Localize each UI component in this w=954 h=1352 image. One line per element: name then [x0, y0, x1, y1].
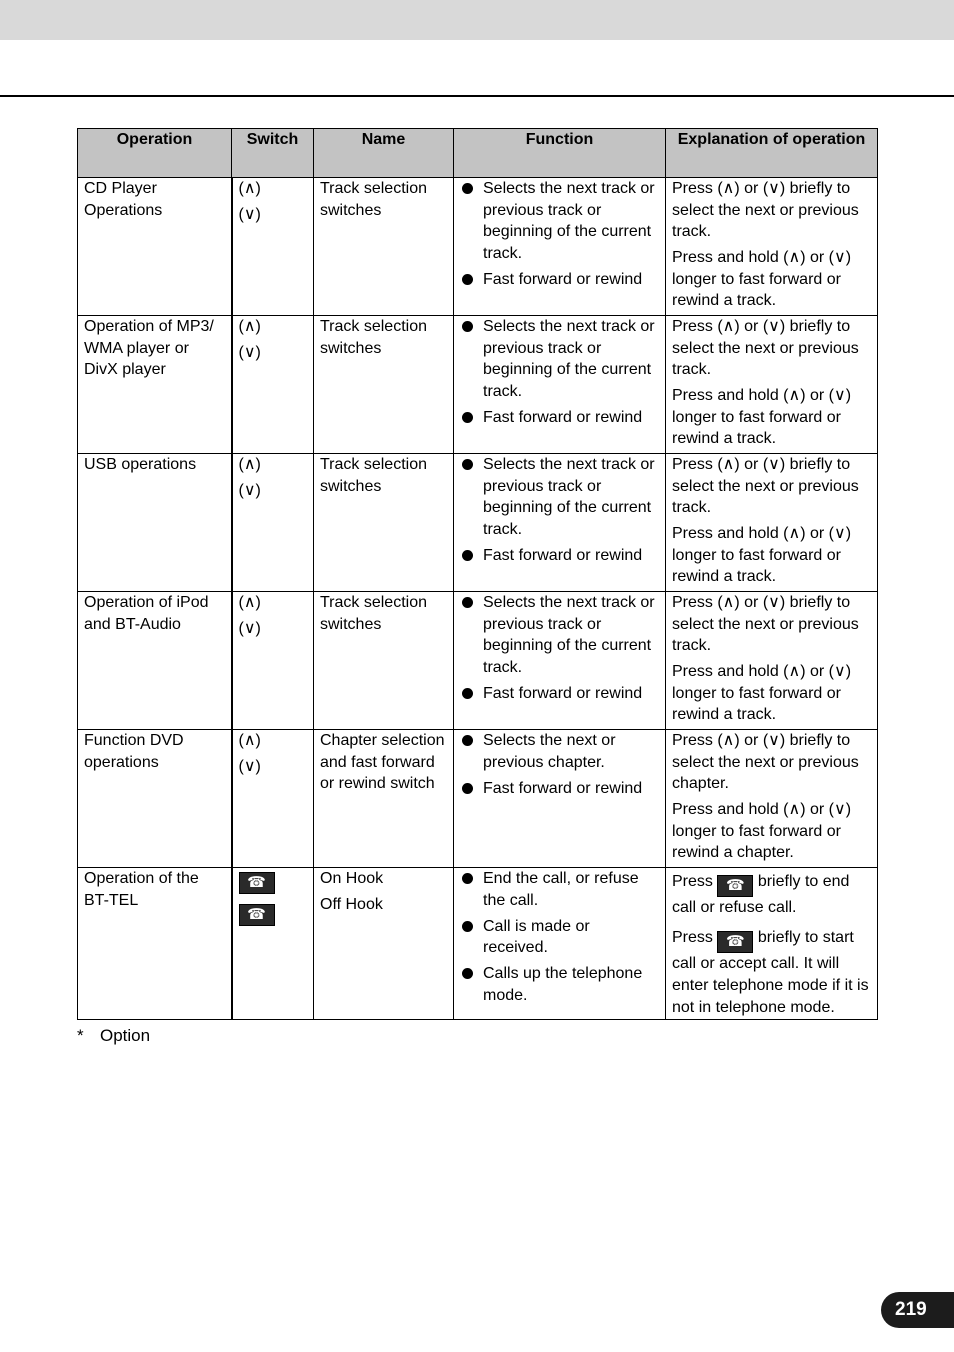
function-cell: [454, 316, 666, 454]
function-cell: [454, 454, 666, 592]
explanation-cell: [666, 730, 878, 868]
table-row: [78, 316, 878, 454]
operation-cell: Function DVD operations: [78, 730, 232, 868]
function-item: Selects the next track or previous track or beginning of the current track.: [460, 178, 659, 264]
switch-cell: [232, 868, 314, 1020]
name-cell: Track selection switches: [314, 454, 454, 592]
function-item: Selects the next track or previous track or beginning of the current track.: [460, 316, 659, 402]
explanation-text: Press (∧) or (∨) briefly to select the next or previous track.: [672, 456, 859, 516]
table-row: [78, 730, 878, 868]
explanation-text: Press (∧) or (∨) briefly to select the next or previous chapter.: [672, 732, 859, 792]
header-rule: [0, 95, 954, 97]
name-cell: Track selection switches: [314, 178, 454, 316]
explanation-text: Press and hold (∧) or (∨) longer to fast forward or rewind a track.: [672, 387, 852, 447]
down-switch-icon: (∨): [238, 344, 261, 361]
header-function: Function: [454, 129, 666, 178]
switch-cell: [232, 730, 314, 868]
function-item: Fast forward or rewind: [460, 407, 659, 429]
function-item: End the call, or refuse the call.: [460, 868, 659, 911]
off-hook-phone-icon: ☎: [717, 931, 753, 953]
table-row: [78, 868, 878, 1020]
explanation-text: [672, 927, 871, 1019]
name-off-hook: Off Hook: [320, 896, 383, 913]
explanation-text: Press and hold (∧) or (∨) longer to fast forward or rewind a chapter.: [672, 801, 852, 861]
function-cell: [454, 178, 666, 316]
operations-table: [77, 128, 878, 1020]
function-cell: [454, 592, 666, 730]
explanation-cell: [666, 454, 878, 592]
up-switch-icon: (∧): [238, 456, 261, 473]
function-item: Selects the next track or previous track or beginning of the current track.: [460, 454, 659, 540]
explanation-press: Press: [672, 929, 713, 946]
table-row: [78, 178, 878, 316]
function-item: Fast forward or rewind: [460, 269, 659, 291]
function-item: Selects the next track or previous track or beginning of the current track.: [460, 592, 659, 678]
footnote-mark: *: [77, 1026, 84, 1045]
up-switch-icon: (∧): [238, 594, 261, 611]
name-cell: Track selection switches: [314, 316, 454, 454]
explanation-press: Press: [672, 873, 713, 890]
switch-cell: [232, 454, 314, 592]
explanation-cell: [666, 592, 878, 730]
explanation-cell: [666, 178, 878, 316]
on-hook-phone-icon: ☎: [239, 872, 275, 894]
down-switch-icon: (∨): [238, 620, 261, 637]
explanation-cell: [666, 316, 878, 454]
table-header-row: [78, 129, 878, 178]
name-cell: [314, 868, 454, 1020]
function-item: Selects the next or previous chapter.: [460, 730, 659, 773]
footnote-text: Option: [100, 1026, 151, 1045]
explanation-text: Press and hold (∧) or (∨) longer to fast forward or rewind a track.: [672, 663, 852, 723]
up-switch-icon: (∧): [238, 180, 261, 197]
footnote: [77, 1025, 150, 1047]
operation-cell: CD Player Operations: [78, 178, 232, 316]
operation-cell: Operation of the BT-TEL: [78, 868, 232, 1020]
operation-cell: USB operations: [78, 454, 232, 592]
name-on-hook: On Hook: [320, 870, 384, 887]
switch-cell: [232, 592, 314, 730]
function-item: Fast forward or rewind: [460, 683, 659, 705]
explanation-rest: briefly to start call or accept call. It will enter telephone mode if it is not in telephone mode.: [672, 929, 869, 1016]
explanation-rest: briefly to end call or refuse call.: [672, 873, 850, 916]
explanation-cell: [666, 868, 878, 1020]
function-item: Fast forward or rewind: [460, 545, 659, 567]
down-switch-icon: (∨): [238, 758, 261, 775]
operation-cell: Operation of iPod and BT-Audio: [78, 592, 232, 730]
explanation-text: [672, 871, 871, 919]
function-item: Fast forward or rewind: [460, 778, 659, 800]
header-operation: Operation: [78, 129, 232, 178]
function-item: Calls up the telephone mode.: [460, 963, 659, 1006]
header-name: Name: [314, 129, 454, 178]
switch-cell: [232, 316, 314, 454]
explanation-text: Press (∧) or (∨) briefly to select the next or previous track.: [672, 594, 859, 654]
explanation-text: Press (∧) or (∨) briefly to select the next or previous track.: [672, 318, 859, 378]
down-switch-icon: (∨): [238, 482, 261, 499]
off-hook-phone-icon: ☎: [239, 904, 275, 926]
switch-cell: [232, 178, 314, 316]
table-row: [78, 454, 878, 592]
down-switch-icon: (∨): [238, 206, 261, 223]
function-cell: [454, 730, 666, 868]
header-band: [0, 0, 954, 40]
function-cell: [454, 868, 666, 1020]
explanation-text: Press and hold (∧) or (∨) longer to fast forward or rewind a track.: [672, 249, 852, 309]
name-cell: Track selection switches: [314, 592, 454, 730]
on-hook-phone-icon: ☎: [717, 875, 753, 897]
header-switch: Switch: [232, 129, 314, 178]
up-switch-icon: (∧): [238, 732, 261, 749]
explanation-text: Press and hold (∧) or (∨) longer to fast forward or rewind a track.: [672, 525, 852, 585]
table-row: [78, 592, 878, 730]
function-item: Call is made or received.: [460, 916, 659, 959]
explanation-text: Press (∧) or (∨) briefly to select the next or previous track.: [672, 180, 859, 240]
name-cell: Chapter selection and fast forward or rewind switch: [314, 730, 454, 868]
up-switch-icon: (∧): [238, 318, 261, 335]
page-number: 219: [881, 1292, 954, 1328]
operation-cell: Operation of MP3/ WMA player or DivX player: [78, 316, 232, 454]
header-explanation: Explanation of operation: [666, 129, 878, 178]
